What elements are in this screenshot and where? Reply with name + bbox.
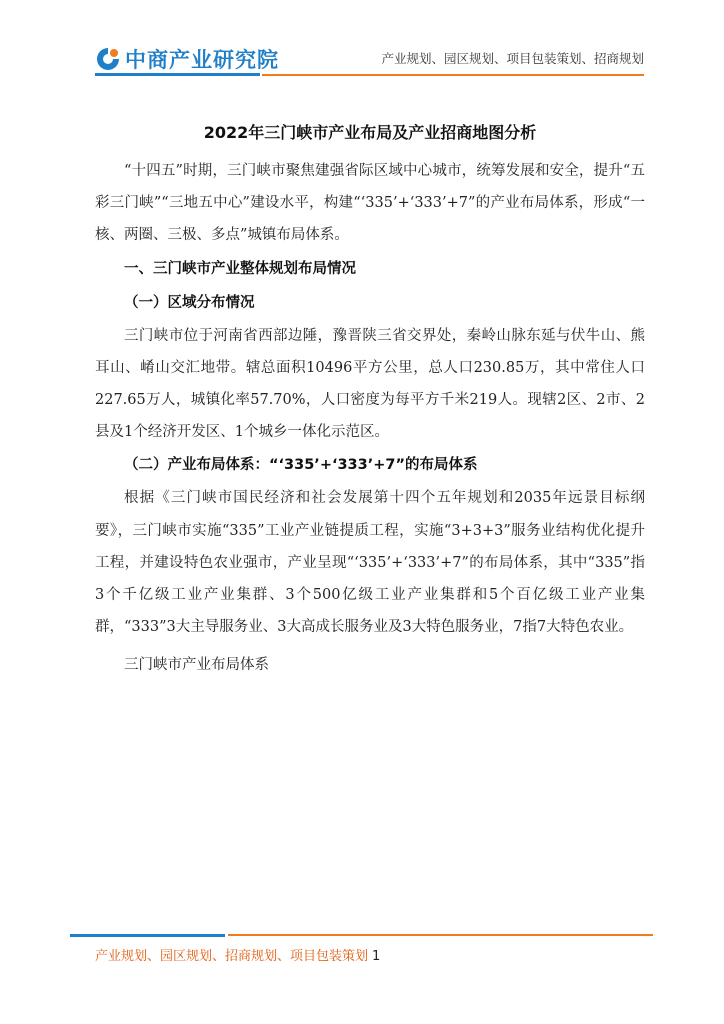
intro-paragraph: “十四五”时期，三门峡市聚焦建强省际区域中心城市，统筹发展和安全，提升“五彩三门峡”“三地五中心”建设水平，构建“‘335’+‘333’+7”的产业布局体系，形成“一核、两圈、三极、多点”城镇布局体系。 [95, 163, 645, 244]
logo [95, 44, 279, 74]
logo-icon [95, 46, 121, 72]
document-title: 2022年三门峡市产业布局及产业招商地图分析 [203, 123, 537, 142]
page-number: 1 [372, 949, 381, 964]
footer-rule-blue [70, 934, 225, 937]
industry-paragraph: 根据《三门峡市国民经济和社会发展第十四个五年规划和2035年远景目标纲要》，三门峡市实施“335”工业产业链提质工程，实施“3+3+3”服务业结构优化提升工程，并建设特色农业强市，产业呈现“‘335’+‘333’+7”的布局体系，其中“335”指3个千亿级工业产业集群、3个500亿级工业产业集群和5个百亿级工业产业集群，“333”3大主导服务业、3大高成长服务业及3大特色服务业，7指7大特色农业。 [95, 490, 645, 636]
header-rule-orange [262, 74, 644, 76]
footer-rule-orange [228, 934, 653, 936]
subsection-heading-1: （一）区域分布情况 [124, 294, 255, 311]
subsection-heading-2: （二）产业布局体系：“‘335’+‘333’+7”的布局体系 [124, 457, 478, 474]
header-rule-blue [95, 73, 260, 76]
logo-text: 中商产业研究院 [125, 48, 279, 72]
header-tagline: 产业规划、园区规划、项目包装策划、招商规划 [381, 51, 644, 66]
page-header [0, 0, 724, 80]
document-body [95, 120, 645, 681]
region-paragraph: 三门峡市位于河南省西部边陲，豫晋陕三省交界处，秦岭山脉东延与伏牛山、熊耳山、崤山交汇地带。辖总面积10496平方公里，总人口230.85万，其中常住人口227.65万人，城镇化率57.70%，人口密度为每平方千米219人。现辖2区、2市、2县及1个经济开发区、1个城乡一体化示范区。 [95, 327, 645, 441]
page-footer [95, 945, 380, 964]
figure-caption: 三门峡市产业布局体系 [124, 657, 269, 674]
footer-text: 产业规划、园区规划、招商规划、项目包装策划 [95, 949, 369, 964]
section-heading: 一、三门峡市产业整体规划布局情况 [124, 260, 356, 277]
